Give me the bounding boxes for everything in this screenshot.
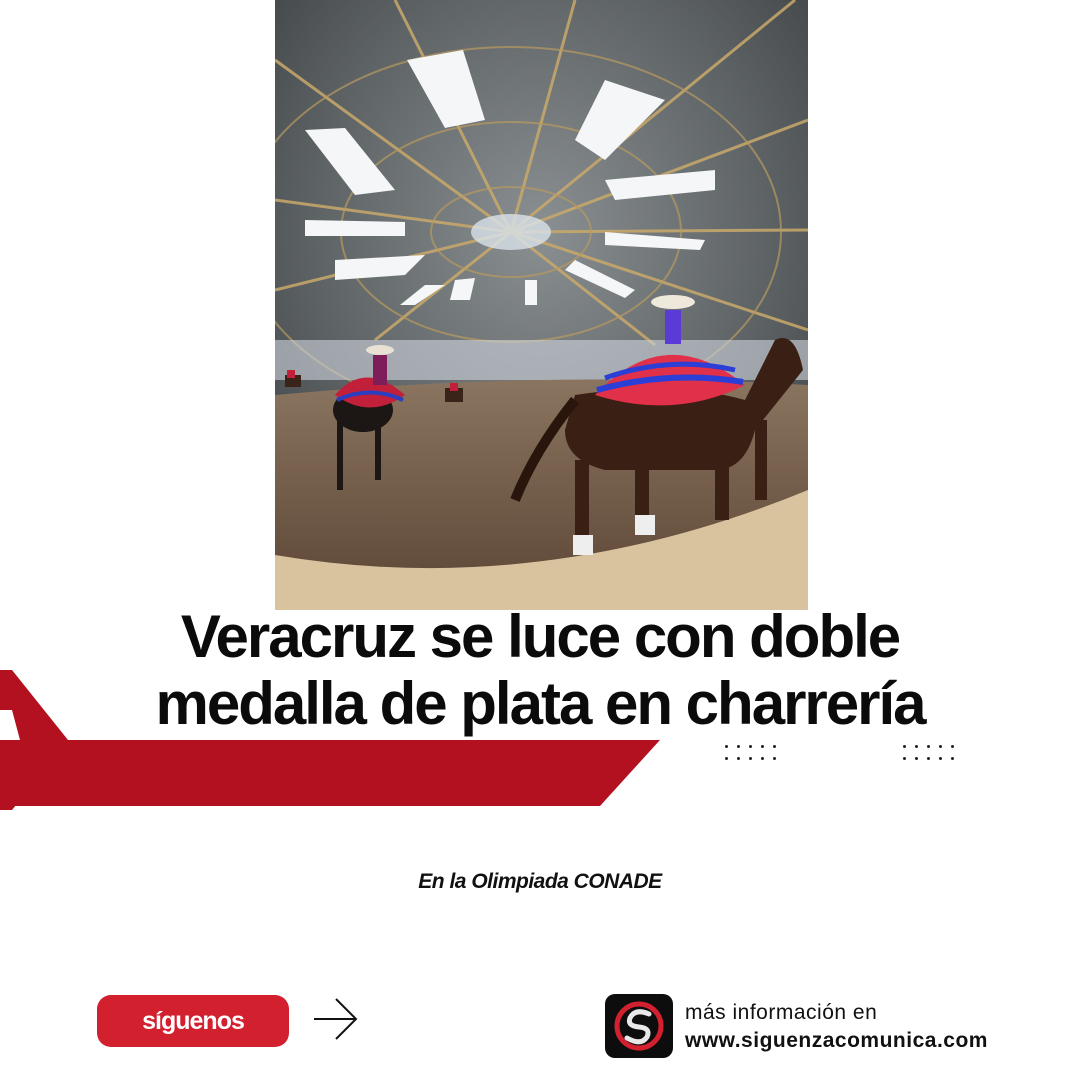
headline-line-2: medalla de plata en charrería: [155, 670, 925, 737]
headline: [40, 603, 1040, 737]
hero-photo: [275, 0, 808, 610]
arrow-right-icon: [312, 995, 362, 1043]
more-info-block: [685, 1000, 988, 1056]
headline-line-1: Veracruz se luce con doble: [180, 603, 900, 670]
more-info-label: más información en: [685, 1001, 878, 1024]
subtitle: En la Olimpiada CONADE: [418, 870, 662, 893]
follow-button[interactable]: [97, 995, 289, 1047]
website-link[interactable]: www.siguenzacomunica.com: [685, 1029, 988, 1052]
follow-button-label: síguenos: [142, 1006, 244, 1035]
siguenza-logo-icon: [605, 994, 673, 1058]
